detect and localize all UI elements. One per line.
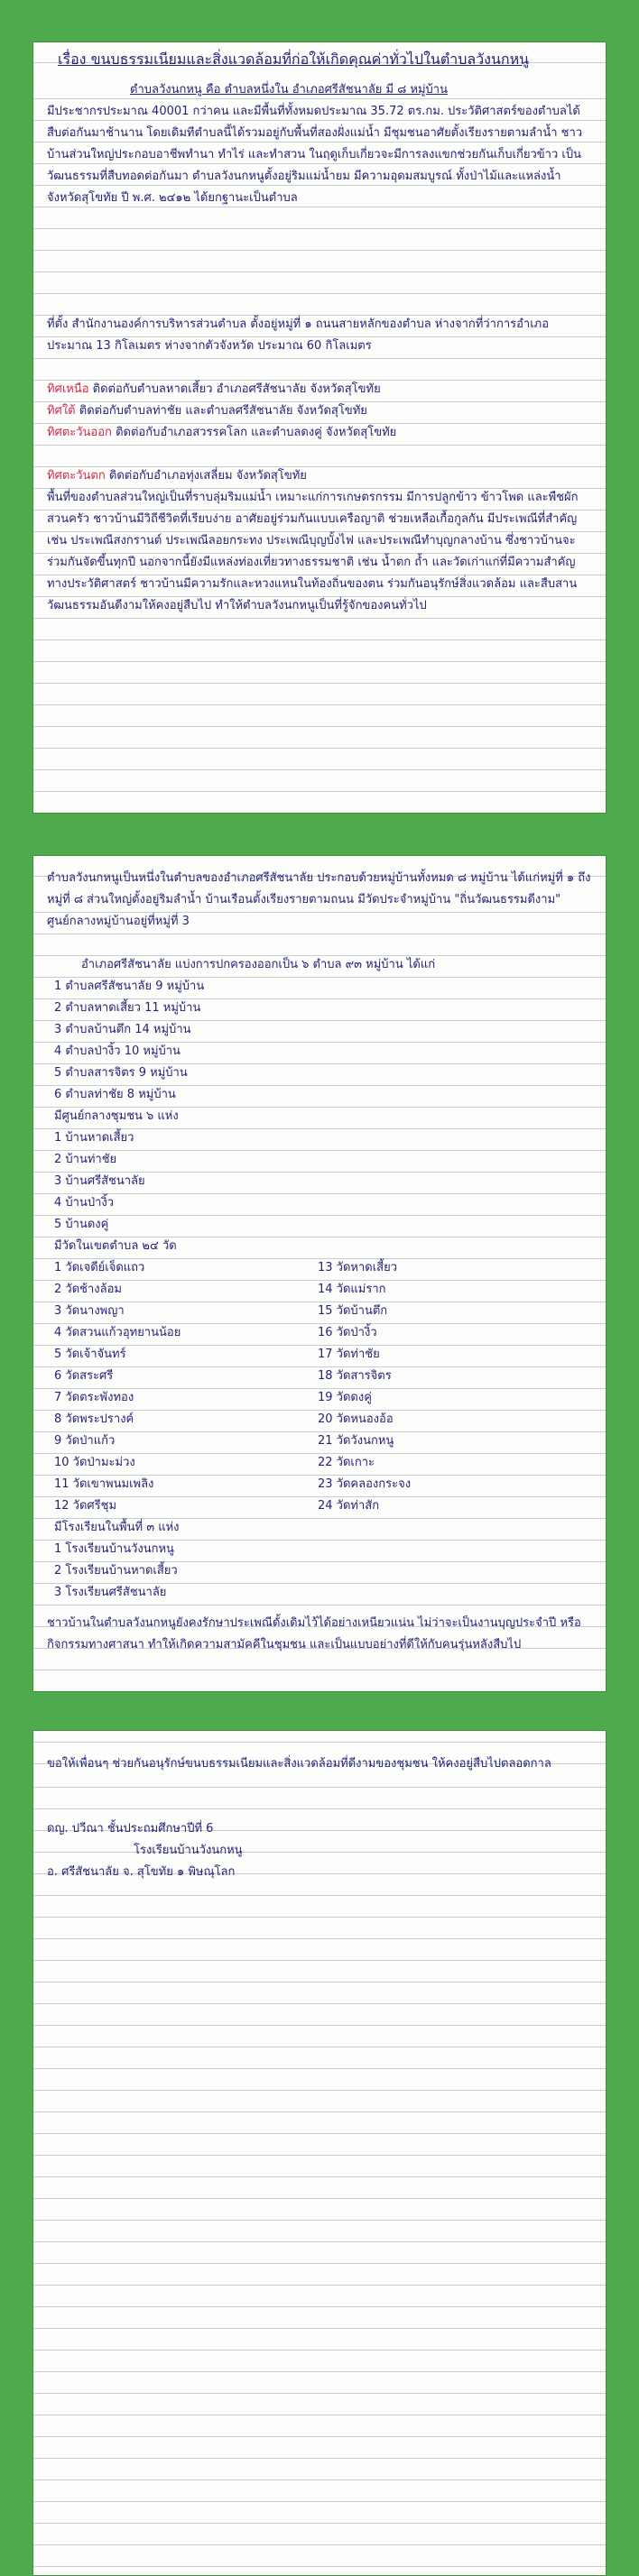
list-item: 5 วัดเจ้าจันทร์ [54,1348,126,1361]
list-item: 5 ตำบลสารจิตร 9 หมู่บ้าน [54,1066,188,1080]
list-item: 4 วัดสวนแก้วอุทยานน้อย [54,1326,181,1339]
list-item: 19 วัดดงคู่ [318,1391,372,1404]
direction-north [47,379,381,400]
direction-east-label: ทิศตะวันออก [47,426,112,439]
list-item: 13 วัดหาดเสี้ยว [318,1261,398,1274]
address-line: อ. ศรีสัชนาลัย จ. สุโขทัย ๑ พิษณุโลก [47,1865,236,1879]
list-item: 5 บ้านดงคู่ [54,1218,109,1231]
centers-heading: มีศูนย์กลางชุมชน ๖ แห่ง [54,1109,179,1123]
direction-west-text: ติดต่อกับอำเภอทุ่งเสลี่ยม จังหวัดสุโขทัย [108,469,307,483]
location-paragraph: ที่ตั้ง สำนักงานองค์การบริหารส่วนตำบล ตั้งอยู่หมู่ที่ ๑ ถนนสายหลักของตำบล ห่างจากที่ว่าการอำเภอ ประมาณ 13 กิโลเมตร ห่างจากตัวจังหวัด ประมาณ 60 กิโลเมตร [47,317,550,353]
page2-intro: ตำบลวังนกหนูเป็นหนึ่งในตำบลของอำเภอศรีสัชนาลัย ประกอบด้วยหมู่บ้านทั้งหมด ๘ หมู่บ้าน ได้แก่หมู่ที่ ๑ ถึงหมู่ที่ ๘ ส่วนใหญ่ตั้งอยู่ริมลำน้ำ บ้านเรือนตั้งเรียงรายตามถนน มีวัดประจำหมู่บ้าน "ถิ่นวัฒนธรรมดีงาม" ศูนย์กลางหมู่บ้านอยู่ที่หมู่ที่ 3 [47,871,591,928]
centers-list [54,1127,145,1236]
list-item: 23 วัดคลองกระจง [318,1477,412,1491]
page3-intro: ขอให้เพื่อนๆ ช่วยกันอนุรักษ์ขนบธรรมเนียมและสิ่งแวดล้อมที่ดีงามของชุมชน ให้คงอยู่สืบไปตลอดกาล [47,1757,551,1771]
list-item: 1 วัดเจดีย์เจ็ดแถว [54,1261,145,1274]
list-item: 3 วัดนางพญา [54,1304,125,1318]
list-item: 12 วัดศรีชุม [54,1499,117,1513]
list-item: 11 วัดเขาพนมเพลิง [54,1477,154,1491]
direction-south [47,400,367,422]
list-item: 21 วัดวังนกหนู [318,1434,394,1448]
list-item: 3 บ้านศรีสัชนาลัย [54,1174,145,1188]
body-paragraph-2: พื้นที่ของตำบลส่วนใหญ่เป็นที่ราบลุ่มริมแม่น้ำ เหมาะแก่การเกษตรกรรม มีการปลูกข้าว ข้าวโพด และพืชผักสวนครัว ชาวบ้านมีวิถีชีวิตที่เรียบง่าย อาศัยอยู่ร่วมกันแบบเครือญาติ ช่วยเหลือเกื้อกูลกัน มีประเพณีที่สำคัญ เช่น ประเพณีสงกรานต์ ประเพณีลอยกระทง ประเพณีบุญบั้งไฟ และประเพณีทำบุญกลางบ้าน ซึ่งชาวบ้านจะร่วมกันจัดขึ้นทุกปี นอกจากนี้ยังมีแหล่งท่องเที่ยวทางธรรมชาติ เช่น น้ำตก ถ้ำ และวัดเก่าแก่ที่มีความสำคัญทางประวัติศาสตร์ ชาวบ้านมีความรักและหวงแหนในท้องถิ่นของตน ร่วมกันอนุรักษ์สิ่งแวดล้อม และสืบสานวัฒนธรรมอันดีงามให้คงอยู่สืบไป ทำให้ตำบลวังนกหนูเป็นที่รู้จักของคนทั่วไป [47,491,579,612]
list-item: 15 วัดบ้านตึก [318,1304,388,1318]
list-item: 1 บ้านหาดเสี้ยว [54,1131,134,1145]
direction-west-label: ทิศตะวันตก [47,469,106,483]
list-item: 22 วัดเกาะ [318,1456,375,1469]
school-line: โรงเรียนบ้านวังนกหนู [134,1844,243,1857]
list-item: 14 วัดแม่ราก [318,1283,386,1296]
list-item: 3 โรงเรียนศรีสัชนาลัย [54,1586,167,1599]
subheading: ตำบลวังนกหนู คือ ตำบลหนึ่งใน อำเภอศรีสัชนาลัย มี ๘ หมู่บ้าน [130,83,448,97]
direction-east-text: ติดต่อกับอำเภอสวรรคโลก และตำบลดงคู่ จังหวัดสุโขทัย [116,426,397,439]
worksheet-page-2 [32,855,607,1692]
direction-north-label: ทิศเหนือ [47,382,89,396]
temples-list-left [54,1257,181,1517]
temples-list-right [318,1257,411,1517]
list-item: 8 วัดพระปรางค์ [54,1412,134,1426]
list-item: 20 วัดหนองอ้อ [318,1412,394,1426]
list-item: 9 วัดป่าแก้ว [54,1434,116,1448]
body-paragraph-1: มีประชากรประมาณ 40001 กว่าคน และมีพื้นที่ทั้งหมดประมาณ 35.72 ตร.กม. ประวัติศาสตร์ของตำบลได้สืบต่อกันมาช้านาน โดยเดิมทีตำบลนี้ได้รวมอยู่กับพื้นที่สองฝั่งแม่น้ำ มีชุมชนอาศัยตั้งเรียงรายตามลำน้ำ ชาวบ้านส่วนใหญ่ประกอบอาชีพทำนา ทำไร่ และทำสวน ในฤดูเก็บเกี่ยวจะมีการลงแขกช่วยกันเก็บเกี่ยวข้าว เป็นวัฒนธรรมที่สืบทอดต่อกันมา ตำบลวังนกหนูตั้งอยู่ริมแม่น้ำยม มีความอุดมสมบูรณ์ ทั้งป่าไม้และแหล่งน้ำ จังหวัดสุโขทัย ปี พ.ศ. ๒๔๑๒ ได้ยกฐานะเป็นตำบล [47,105,583,205]
district-subheading: อำเภอศรีสัชนาลัย แบ่งการปกครองออกเป็น ๖ ตำบล ๙๓ หมู่บ้าน ได้แก่ [81,958,436,971]
direction-west [47,465,307,487]
page-title: เรื่อง ขนบธรรมเนียมและสิ่งแวดล้อมที่ก่อให้เกิดคุณค่าทั่วไปในตำบลวังนกหนู [58,51,530,68]
list-item: 6 ตำบลท่าชัย 8 หมู่บ้าน [54,1088,176,1101]
list-item: 10 วัดป่ามะม่วง [54,1456,135,1469]
direction-south-text: ติดต่อกับตำบลท่าชัย และตำบลศรีสัชนาลัย จังหวัดสุโขทัย [79,404,367,418]
direction-north-text: ติดต่อกับตำบลหาดเสี้ยว อำเภอศรีสัชนาลัย จังหวัดสุโขทัย [92,382,381,396]
worksheet-page-3 [32,1730,607,2576]
worksheet-page-1 [32,41,607,814]
list-item: 2 โรงเรียนบ้านหาดเสี้ยว [54,1564,178,1578]
page2-closing: ชาวบ้านในตำบลวังนกหนูยังคงรักษาประเพณีดั้งเดิมไว้ได้อย่างเหนียวแน่น ไม่ว่าจะเป็นงานบุญประจำปี หรือกิจกรรมทางศาสนา ทำให้เกิดความสามัคคีในชุมชน และเป็นแบบอย่างที่ดีให้กับคนรุ่นหลังสืบไป [47,1616,581,1651]
list-item: 16 วัดป่างิ้ว [318,1326,377,1339]
list-item: 4 บ้านป่างิ้ว [54,1196,115,1210]
direction-south-label: ทิศใต้ [47,404,76,418]
list-item: 6 วัดสระศรี [54,1369,114,1383]
list-item: 7 วัดตระพังทอง [54,1391,134,1404]
list-item: 17 วัดท่าชัย [318,1348,380,1361]
list-item: 1 โรงเรียนบ้านวังนกหนู [54,1542,174,1556]
schools-list [54,1539,178,1604]
student-name-line: ดญ. ปวีณา ชั้นประถมศึกษาปีที่ 6 [47,1822,214,1835]
list-item: 2 วัดช้างล้อม [54,1283,122,1296]
list-item: 2 ตำบลหาดเสี้ยว 11 หมู่บ้าน [54,1001,201,1015]
list-item: 1 ตำบลศรีสัชนาลัย 9 หมู่บ้าน [54,980,205,993]
direction-east [47,422,396,444]
list-item: 24 วัดท่าสัก [318,1499,380,1513]
list-item: 3 ตำบลบ้านตึก 14 หมู่บ้าน [54,1023,191,1036]
temples-heading: มีวัดในเขตตำบล ๒๔ วัด [54,1239,177,1253]
schools-heading: มีโรงเรียนในพื้นที่ ๓ แห่ง [54,1521,180,1534]
list-item: 2 บ้านท่าชัย [54,1153,117,1166]
list-item: 4 ตำบลป่างิ้ว 10 หมู่บ้าน [54,1044,181,1058]
list-item: 18 วัดสารจิตร [318,1369,392,1383]
tambon-list [54,976,204,1106]
